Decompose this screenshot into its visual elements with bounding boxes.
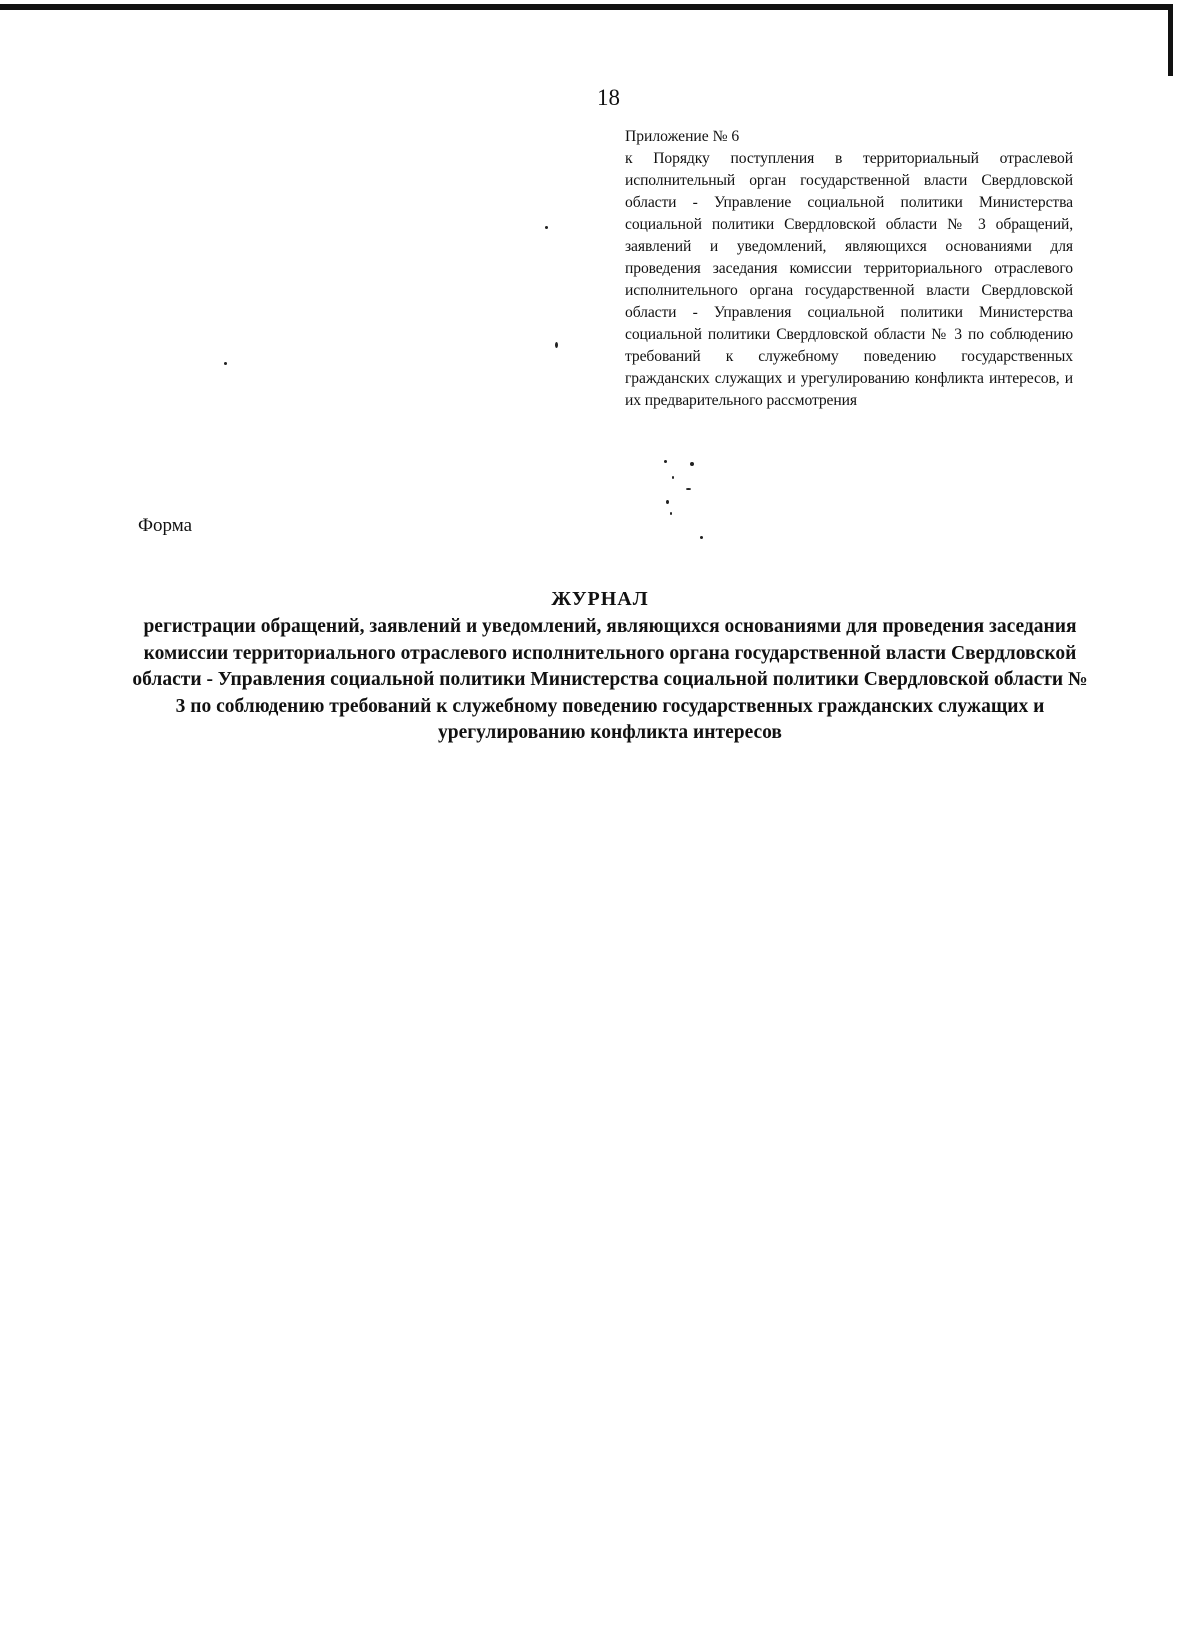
journal-title: ЖУРНАЛ: [551, 588, 649, 610]
scan-speck: [666, 500, 669, 504]
annex-text: к Порядку поступления в территориальный отраслевой исполнительный орган государственной власти Свердловской области - Управление социальной политики Министерства социальной политики Свердловской области № 3 обращений, заявлений и уведомлений, являющихся основаниями для проведения заседания комиссии территориального отраслевого исполнительного органа государственной власти Свердловской области - Управления социальной политики Министерства социальной политики Свердловской области № 3 по соблюдению требований к служебному поведению государственных гражданских служащих и урегулированию конфликта интересов, и их предварительного рассмотрения: [625, 150, 1073, 409]
scan-speck: [555, 342, 558, 348]
form-label: Форма: [138, 515, 193, 536]
scan-speck: [686, 488, 691, 490]
scan-speck: [545, 226, 548, 229]
scan-right-edge: [1168, 4, 1173, 76]
scan-speck: [700, 536, 703, 539]
scan-speck: [672, 476, 674, 479]
annex-title: Приложение № 6: [625, 128, 740, 145]
scan-top-edge: [0, 4, 1170, 10]
scan-speck: [664, 460, 667, 463]
scan-speck: [224, 362, 227, 365]
scan-speck: [670, 512, 672, 515]
page-number: 18: [597, 85, 620, 110]
journal-subtitle: регистрации обращений, заявлений и уведомлений, являющихся основаниями для проведения заседания комиссии территориального отраслевого исполнительного органа государственной власти Свердловской области - Управления социальной политики Министерства социальной политики Свердловской области № 3 по соблюдению требований к служебному поведению государственных гражданских служащих и урегулированию конфликта интересов: [132, 616, 1088, 743]
annex-block: [625, 126, 1073, 412]
scan-speck: [690, 462, 694, 466]
